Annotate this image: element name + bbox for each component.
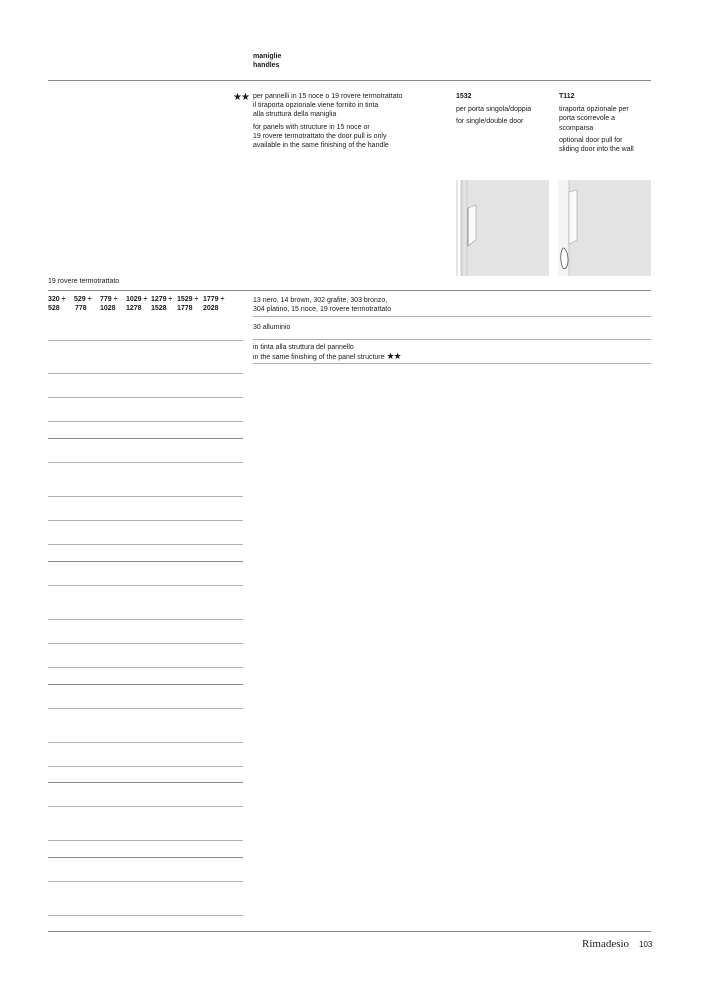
range-cell: 320 ÷ 528 <box>48 296 66 312</box>
row-divider <box>48 619 243 620</box>
product-code: 1532 <box>456 93 472 100</box>
note-line: alla struttura della maniglia <box>253 111 337 119</box>
footer-divider <box>48 931 651 932</box>
product-code: T112 <box>559 93 575 100</box>
brand-name: Rimadesio <box>582 938 630 950</box>
product-desc-it: tiraporta opzionale per <box>559 106 629 114</box>
header-divider <box>48 80 651 81</box>
note-line: available in the same finishing of the handle <box>253 142 389 150</box>
product-desc-en: for single/double door <box>456 118 524 126</box>
row-divider <box>48 462 243 463</box>
pull-t112-image <box>558 180 651 276</box>
row-divider <box>48 340 243 341</box>
row-divider <box>48 373 243 374</box>
section-title-it: maniglie <box>253 53 282 60</box>
range-cell: 1529 ÷ 1778 <box>177 296 199 312</box>
range-cell: 1779 ÷ 2028 <box>203 296 225 312</box>
product-desc-it: scomparsa <box>559 124 594 132</box>
range-cell: 1029 ÷ 1278 <box>126 296 148 312</box>
handle-1532-image <box>456 180 549 276</box>
note-line: per pannelli in 15 noce o 19 rovere termotrattato <box>253 93 403 100</box>
row-divider <box>48 438 243 439</box>
range-cell: 529 ÷ 778 <box>74 296 92 312</box>
page-number: 103 <box>639 940 653 949</box>
row-divider <box>48 585 243 586</box>
note-block <box>253 92 402 150</box>
note-line: 19 rovere termotrattato the door pull is only <box>253 132 387 140</box>
product-t112 <box>559 92 634 154</box>
row-divider <box>48 881 243 882</box>
product-desc-en: optional door pull for <box>559 136 623 144</box>
double-star-icon: ★★ <box>386 351 401 362</box>
row-divider <box>253 316 651 317</box>
row-divider <box>48 766 243 767</box>
row-divider <box>48 806 243 807</box>
row-divider <box>48 684 243 685</box>
row-divider <box>48 561 243 562</box>
finish-row-3: in tinta alla struttura del pannello in the same finishing of the panel structure ★★ <box>253 344 401 362</box>
table-top-divider <box>48 290 651 291</box>
row-divider <box>48 643 243 644</box>
row-divider <box>48 857 243 858</box>
pull-t112-drawing <box>558 180 651 276</box>
row-divider <box>253 339 651 340</box>
row-divider <box>48 782 243 783</box>
row-divider <box>48 840 243 841</box>
range-cell: 1279 ÷ 1528 <box>151 296 173 312</box>
row-divider <box>48 520 243 521</box>
row-divider <box>48 421 243 422</box>
row-divider <box>48 397 243 398</box>
finish-label: 19 rovere termotrattato <box>48 278 120 285</box>
row-divider <box>48 496 243 497</box>
row-divider <box>48 667 243 668</box>
row-divider <box>48 915 243 916</box>
row-divider <box>48 742 243 743</box>
handle-1532-drawing <box>456 180 549 276</box>
row-divider <box>253 363 651 364</box>
product-desc-it: per porta singola/doppia <box>456 106 532 114</box>
product-1532 <box>456 92 531 127</box>
note-line: for panels with structure in 15 noce or <box>253 123 370 131</box>
note-line: il tiraporta opzionale viene fornito in tinta <box>253 102 379 110</box>
row-divider <box>48 544 243 545</box>
product-desc-en: sliding door into the wall <box>559 146 634 154</box>
product-desc-it: porta scorrevole a <box>559 115 616 123</box>
row-divider <box>48 708 243 709</box>
range-cell: 779 ÷ 1028 <box>100 296 118 312</box>
finish-row-1: 13 nero, 14 brown, 302 grafite, 303 bronzo, 304 platino, 15 noce, 19 rovere termotrattato <box>253 297 392 314</box>
finish-row-2: 30 alluminio <box>253 324 291 331</box>
section-title-en: handles <box>253 62 280 69</box>
double-star-icon: ★★ <box>233 92 249 103</box>
